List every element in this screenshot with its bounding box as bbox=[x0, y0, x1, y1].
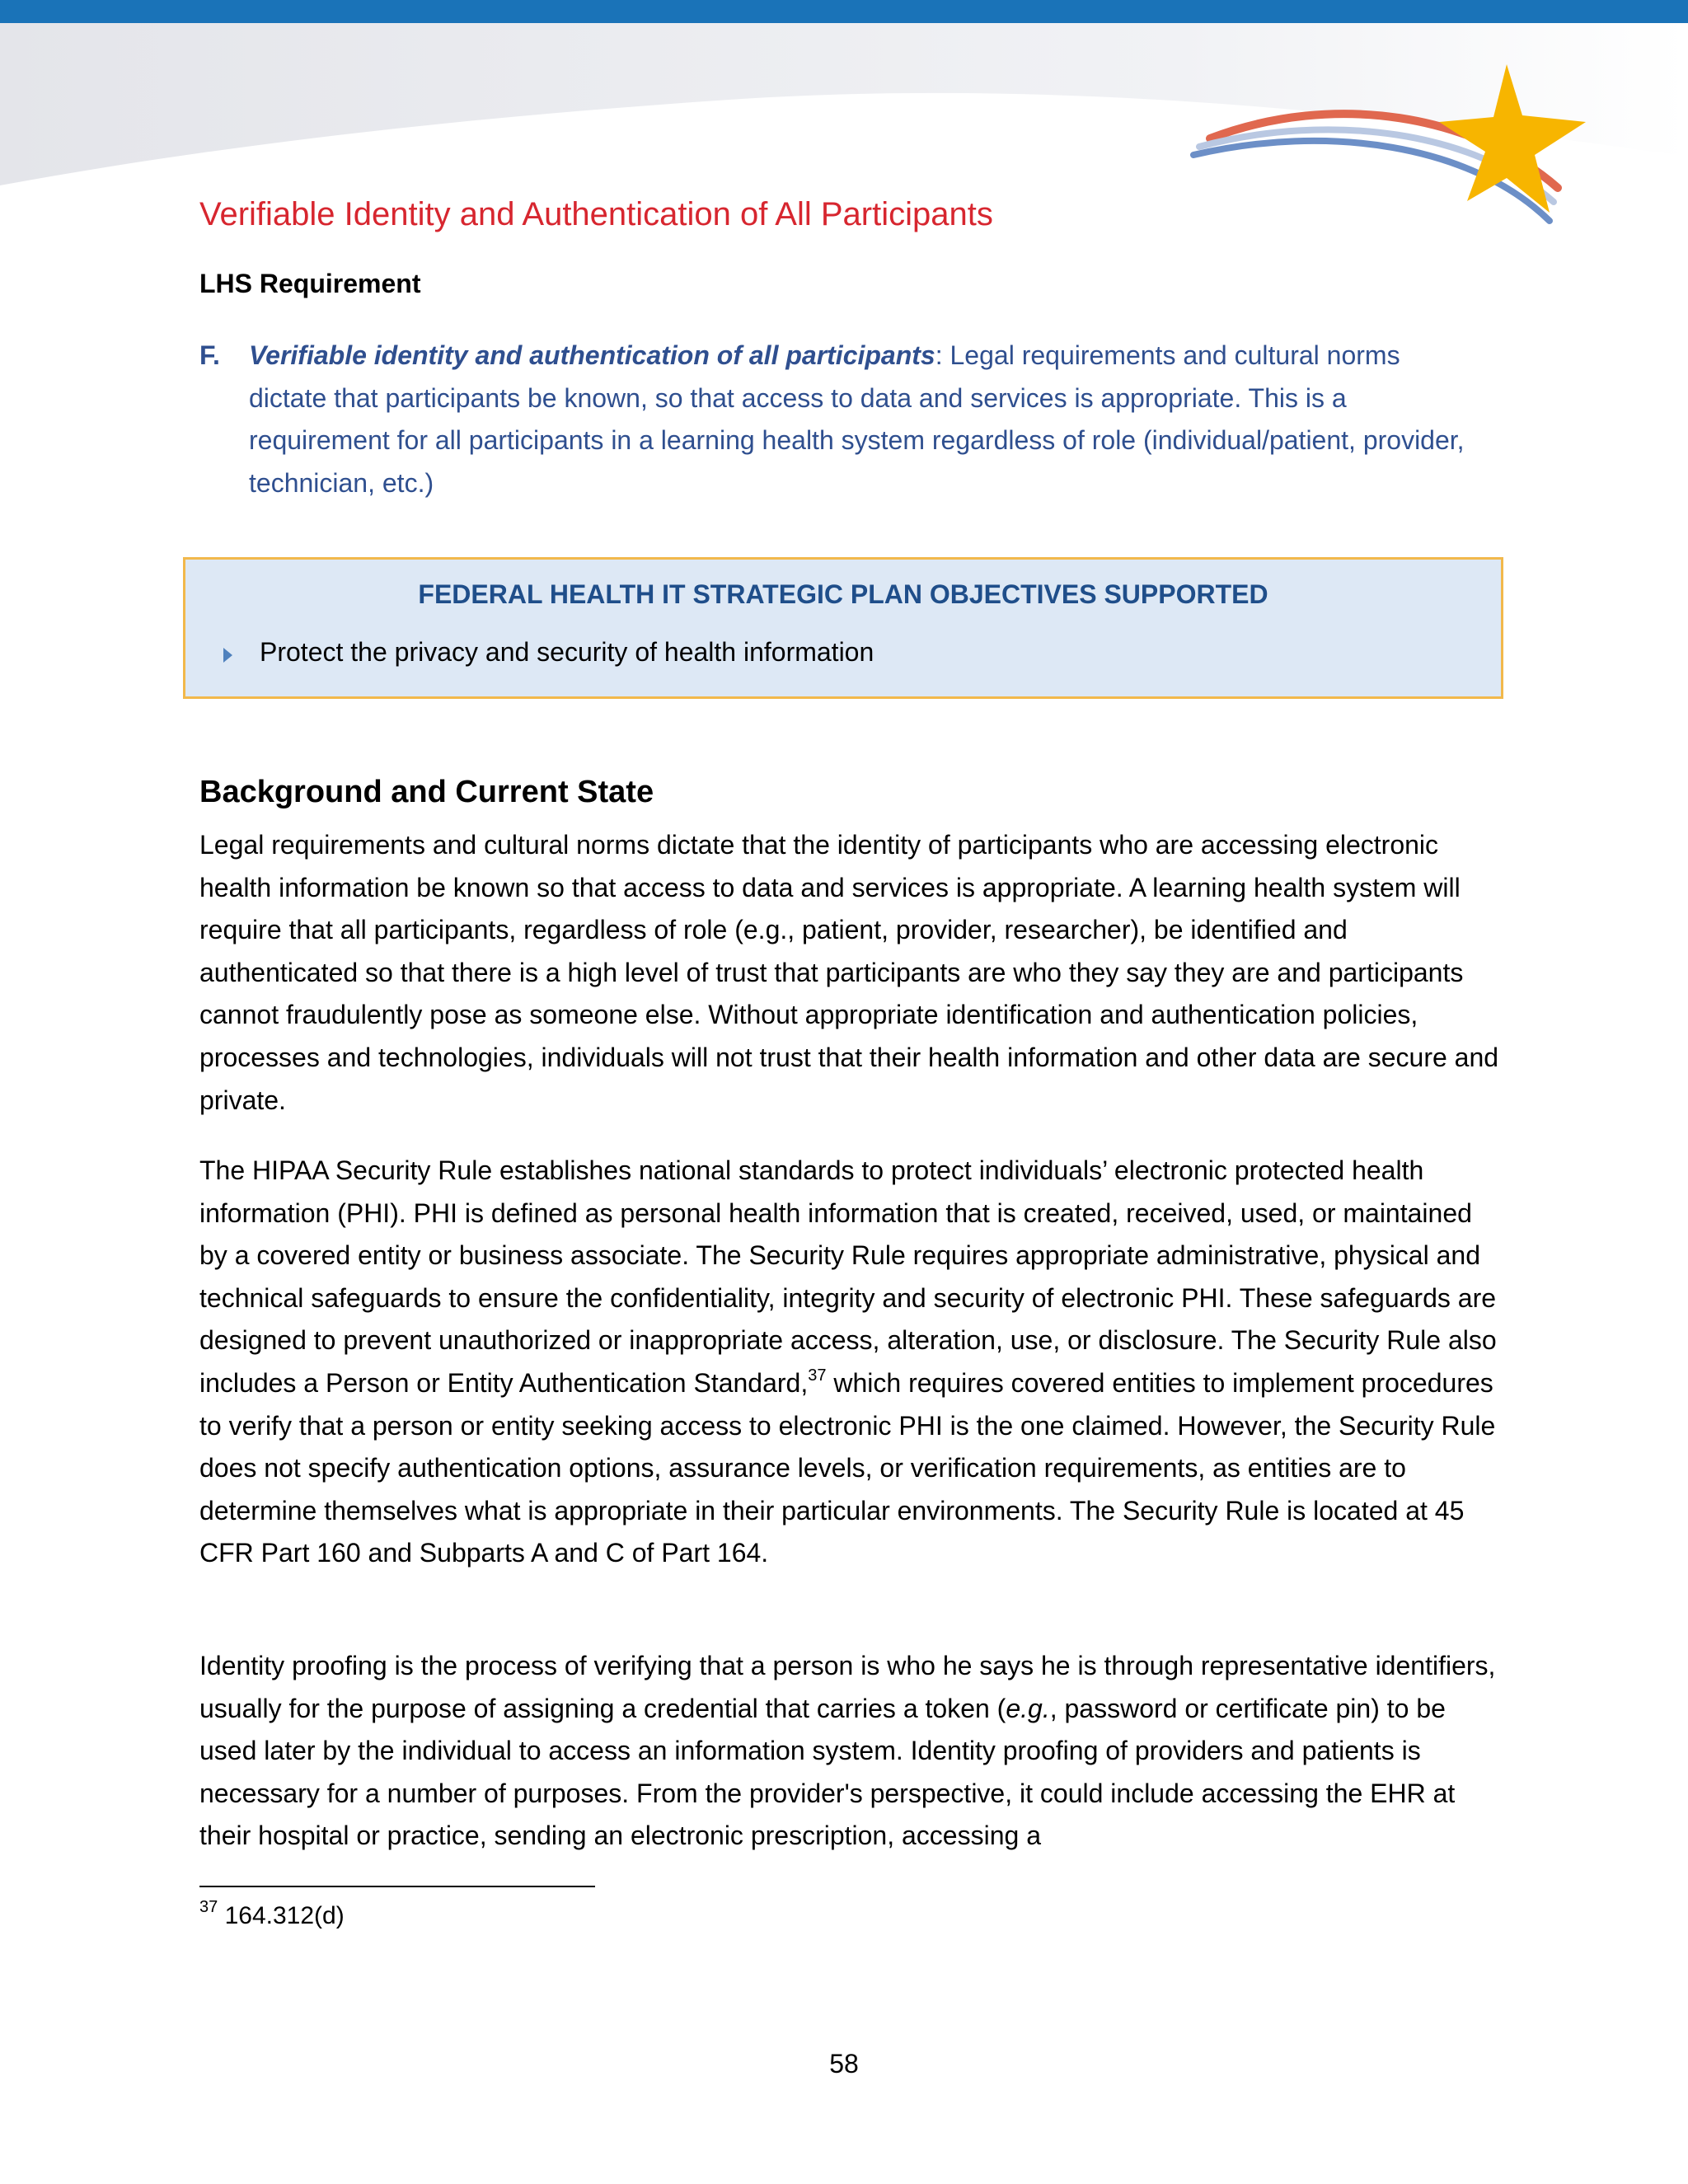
footnote-reference: 37 bbox=[808, 1366, 827, 1385]
footnote-divider bbox=[199, 1886, 595, 1887]
objectives-item-text: Protect the privacy and security of health information bbox=[260, 637, 874, 667]
background-paragraph-3 bbox=[199, 1645, 1502, 1858]
paragraph-3-text-end: , password or certificate pin) to be used later by the individual to access an information system. Identity proofing of providers and patients is necessary for a number of purposes. From the provider's perspective, it could include accessing the EHR at their hospital or practice, sending an electronic prescription, accessing a bbox=[199, 1693, 1456, 1851]
requirement-item bbox=[199, 335, 1469, 504]
footnote-text: 164.312(d) bbox=[218, 1902, 345, 1929]
triangle-bullet-icon bbox=[223, 648, 232, 663]
footnote bbox=[199, 1898, 345, 1930]
requirement-text-block bbox=[249, 335, 1469, 504]
requirement-title: Verifiable identity and authentication of all participants bbox=[249, 340, 935, 370]
requirement-body: Legal requirements and cultural norms dictate that participants be known, so that access to data and services is appropriate. This is a requirement for all participants in a learning health system regardless of role (individual/patient, provider, technician, etc.) bbox=[249, 340, 1465, 498]
footnote-number: 37 bbox=[199, 1898, 218, 1916]
background-paragraph-2 bbox=[199, 1150, 1502, 1575]
requirement-separator: : bbox=[935, 340, 943, 370]
header-swoosh bbox=[0, 23, 1688, 185]
paragraph-2-text-end: which requires covered entities to implement procedures to verify that a person or entity seeking access to electronic PHI is the one claimed. However, the Security Rule does not specify authentication options, assurance levels, or verification requirements, as entities are to determine themselves what is appropriate in their particular environments. The Security Rule is located at 45 CFR Part 160 and Subparts A and C of Part 164. bbox=[199, 1367, 1496, 1568]
background-heading: Background and Current State bbox=[199, 775, 654, 809]
objectives-title: FEDERAL HEALTH IT STRATEGIC PLAN OBJECTIVES SUPPORTED bbox=[418, 579, 1268, 609]
objectives-list-item bbox=[260, 637, 874, 668]
page-number: 58 bbox=[829, 2049, 859, 2079]
paragraph-2-text-start: The HIPAA Security Rule establishes national standards to protect individuals’ electronic protected health information (PHI). PHI is defined as personal health information that is created, received, used, or maintained by a covered entity or business associate. The Security Rule requires appropriate administrative, physical and technical safeguards to ensure the confidentiality, integrity and security of electronic PHI. These safeguards are designed to prevent unauthorized or inappropriate access, alteration, use, or disclosure. The Security Rule also includes a Person or Entity Authentication Standard, bbox=[199, 1155, 1497, 1398]
requirement-letter: F. bbox=[199, 340, 220, 370]
paragraph-3-text-start: Identity proofing is the process of verifying that a person is who he says he is through representative identifiers, usually for the purpose of assigning a credential that carries a token ( bbox=[199, 1651, 1496, 1723]
lhs-requirement-heading: LHS Requirement bbox=[199, 269, 421, 298]
paragraph-3-italic: e.g. bbox=[1006, 1693, 1050, 1723]
section-title: Verifiable Identity and Authentication of All Participants bbox=[199, 196, 993, 232]
background-paragraph-1: Legal requirements and cultural norms dictate that the identity of participants who are accessing electronic health information be known so that access to data and services is appropriate. A learning health system will require that all participants, regardless of role (e.g., patient, provider, researcher), be identified and authenticated so that there is a high level of trust that participants are who they say they are and participants cannot fraudulently pose as someone else. Without appropriate identification and authentication policies, processes and technologies, individuals will not trust that their health information and other data are secure and private. bbox=[199, 830, 1499, 1115]
objectives-box bbox=[183, 557, 1503, 699]
